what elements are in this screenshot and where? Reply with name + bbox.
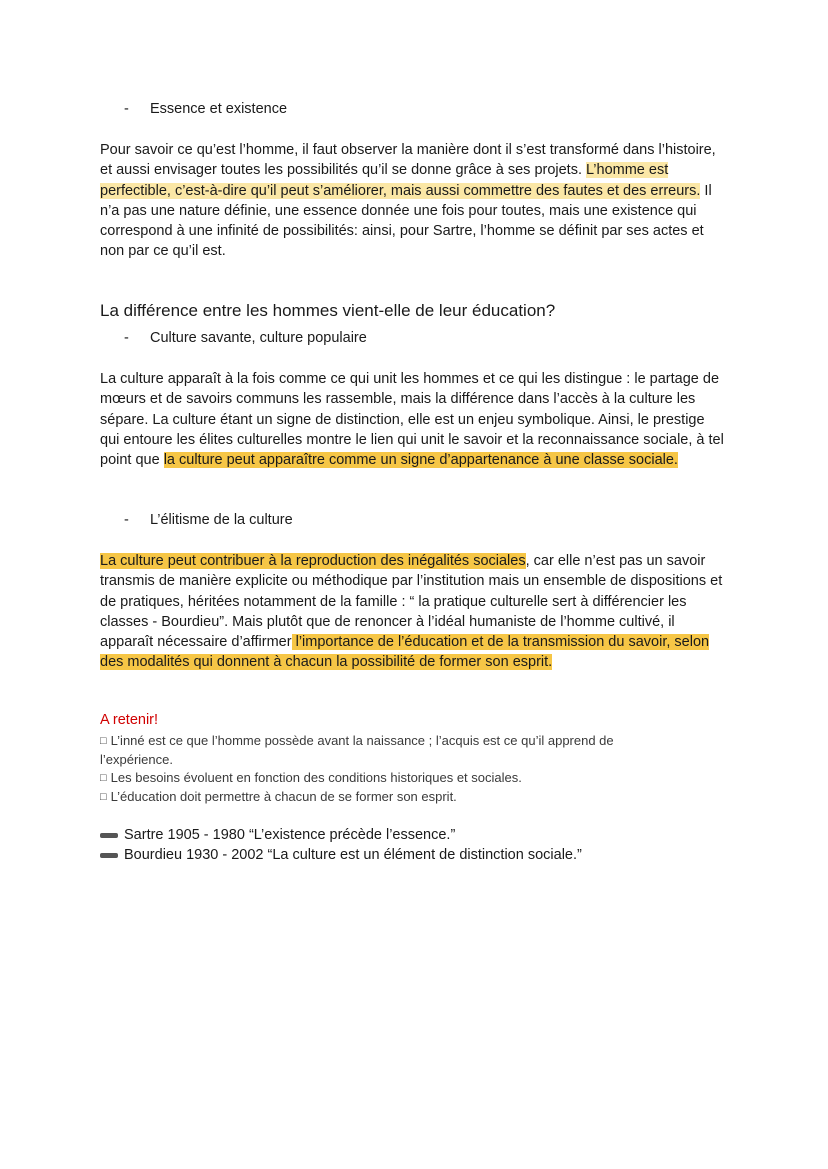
- bullet-dash: -: [124, 512, 129, 528]
- paragraph-essence: Pour savoir ce qu’est l’homme, il faut observer la manière dont il s’est transformé dans l’histoire, et aussi envisager toutes les possibilités qu’il se donne grâce à ses projets. L’homme est perfectible, c’est-à-dire qu’il peut s’améliorer, mais aussi commettre des fautes et des erreurs. Il n’a pas une nature définie, une essence donnée une fois pour toutes, mais une existence qui correspond à une infinité de possibilités: ainsi, pour Sartre, l’homme se définit par ses actes et non par ce qu’il est.: [100, 142, 716, 260]
- paragraph-culture: La culture apparaît à la fois comme ce qui unit les hommes et ce qui les distingue : le partage de mœurs et de savoirs communs les rassemble, mais la différence dans l’accès à la culture les sépare. La culture étant un signe de distinction, elle est un enjeu symbolique. Ainsi, le prestige qui entoure les élites culturelles montre le lien qui unit le savoir et la reconnaissance sociale, à tel point que la culture peut apparaître comme un signe d’appartenance à une classe sociale.: [100, 371, 724, 469]
- minus-icon: [100, 833, 118, 838]
- highlight-perfectible: L’homme est perfectible, c’est-à-dire qu’il peut s’améliorer, mais aussi commettre des fautes et des erreurs.: [100, 162, 701, 199]
- checkbox-icon: □: [100, 772, 107, 785]
- list-item: □ Les besoins évoluent en fonction des conditions historiques et sociales.: [100, 770, 522, 786]
- bullet-elitisme: - L’élitisme de la culture: [124, 512, 293, 528]
- list-item: □ L’éducation doit permettre à chacun de se former son esprit.: [100, 788, 457, 804]
- list-item: □ L’inné est ce que l’homme possède avant la naissance ; l’acquis est ce qu’il apprend de l’expérience.: [100, 733, 614, 767]
- highlight-inegalites: La culture peut contribuer à la reproduction des inégalités sociales: [100, 553, 526, 569]
- quote-item: Sartre 1905 - 1980 “L’existence précède l’essence.”: [100, 825, 582, 845]
- bullet-dash: -: [124, 330, 129, 346]
- paragraph-elitisme: La culture peut contribuer à la reproduction des inégalités sociales, car elle n’est pas un savoir transmis de manière explicite ou méthodique par l’institution mais un ensemble de dispositions et de pratiques, héritées notamment de la famille : “ la pratique culturelle sert à différencier les classes - Bourdieu”. Mais plutôt que de renoncer à l’idéal humaniste de l’homme cultivé, il apparaît nécessaire d’affirmer l’importance de l’éducation et de la transmission du savoir, selon des modalités qui donnent à chacun la possibilité de former son esprit.: [100, 553, 723, 671]
- retenir-title: A retenir!: [100, 712, 159, 728]
- bullet-dash: -: [124, 101, 129, 117]
- section-heading: La différence entre les hommes vient-elle de leur éducation?: [100, 301, 556, 320]
- quotes-list: [100, 825, 582, 865]
- quote-item: Bourdieu 1930 - 2002 “La culture est un élément de distinction sociale.”: [100, 845, 582, 865]
- highlight-education: l’importance de l’éducation et de la transmission du savoir, selon des modalités qui donnent à chacun la possibilité de former son esprit.: [100, 634, 710, 671]
- highlight-classe-sociale: la culture peut apparaître comme un signe d’appartenance à une classe sociale.: [163, 452, 678, 469]
- bullet-culture-savante: - Culture savante, culture populaire: [124, 330, 367, 346]
- retenir-list: [100, 732, 660, 806]
- checkbox-icon: □: [100, 790, 107, 803]
- checkbox-icon: □: [100, 735, 107, 747]
- minus-icon: [100, 853, 118, 858]
- bullet-essence-existence: - Essence et existence: [124, 101, 288, 117]
